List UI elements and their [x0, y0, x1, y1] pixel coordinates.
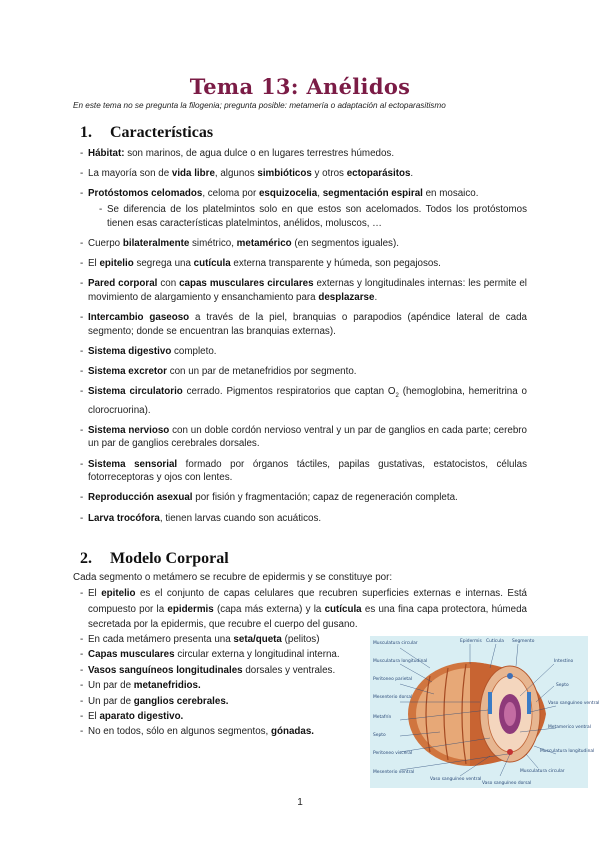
figure-label: Segmento: [512, 639, 535, 644]
figure-label: Metamerico ventral: [548, 725, 591, 730]
figure-label: Musculatura circular: [373, 641, 418, 646]
figure-label: Septo: [373, 733, 386, 738]
figure-label: Epidermis: [460, 639, 482, 644]
figure-label: Musculatura circular: [520, 769, 565, 774]
list-item: - Protóstomos celomados, celoma por esquizocelia, segmentación espiral en mosaico.: [80, 187, 527, 201]
figure-label: Intestino: [554, 659, 574, 664]
figure-label: Cutícula: [486, 639, 504, 644]
list-item: - Un par de metanefridios.: [80, 678, 370, 693]
sub-list-item: - Se diferencia de los platelmintos solo en que estos son acelomados. Todos los protóstomos tienen esas características platelmintos, anélidos, moluscos, …: [80, 203, 527, 230]
figure-label: Musculatura longitudinal: [540, 749, 595, 754]
list-item: - Vasos sanguíneos longitudinales dorsales y ventrales.: [80, 663, 370, 678]
list-item: - No en todos, sólo en algunos segmentos, gónadas.: [80, 724, 370, 739]
list-item: - Pared corporal con capas musculares circulares externas y longitudinales internas: les permite el movimiento de alargamiento y ensanchamiento para desplazarse.: [80, 277, 527, 304]
section-2-intro: Cada segmento o metámero se recubre de epidermis y se constituye por:: [73, 572, 393, 583]
figure-label: Vaso sanguíneo ventral: [430, 777, 482, 782]
list-item: - Sistema sensorial formado por órganos táctiles, papilas gustativas, estatocistos, células fotorreceptoras y ojos con lentes.: [80, 458, 527, 485]
figure-label: Metafrín: [373, 715, 392, 720]
page-number: 1: [297, 797, 303, 808]
figure-label: Septo: [556, 683, 569, 688]
list-item: - Sistema excretor con un par de metanefridios por segmento.: [80, 365, 527, 379]
figure-label: Peritoneo visceral: [373, 751, 413, 756]
list-item: - Un par de ganglios cerebrales.: [80, 694, 370, 709]
list-item: - Hábitat: son marinos, de agua dulce o en lugares terrestres húmedos.: [80, 147, 527, 161]
annelid-segment-figure: [370, 636, 600, 788]
list-item: - Capas musculares circular externa y longitudinal interna.: [80, 647, 370, 662]
figure-label: Mesenterio ventral: [373, 770, 415, 775]
list-item: - Cuerpo bilateralmente simétrico, metamérico (en segmentos iguales).: [80, 237, 527, 251]
characteristics-list: [80, 147, 527, 532]
figure-label: Vaso sanguíneo ventral: [548, 701, 600, 706]
list-item: - En cada metámero presenta una seta/queta (pelitos): [80, 632, 370, 647]
list-item: - El aparato digestivo.: [80, 709, 370, 724]
figure-label: Vaso sanguíneo dorsal: [482, 781, 532, 786]
section-1-heading: 1. Características: [80, 124, 214, 141]
page-subtitle: En este tema no se pregunta la filogenia; pregunta posible: metamería o adaptación al ectoparasitismo: [73, 101, 446, 110]
figure-label: Musculatura longitudinal: [373, 659, 428, 664]
list-item: - El epitelio es el conjunto de capas celulares que recubren superficies externas e internas. Está compuesto por la epidermis (capa más externa) y la cutícula es una fina capa protectora, húmeda secretada por la epidermis, que recubre el cuerpo del gusano.: [80, 586, 527, 633]
list-item: - Intercambio gaseoso a través de la piel, branquias o parapodios (apéndice lateral de cada segmento; donde se encuentran las branquias externas).: [80, 311, 527, 338]
list-item: - Sistema circulatorio cerrado. Pigmentos respiratorios que captan $O_2$ (hemoglobina, hemeritrina o clorocruorina).: [80, 385, 527, 417]
section-2-heading: 2. Modelo Corporal: [80, 550, 229, 567]
list-item: - Sistema nervioso con un doble cordón nervioso ventral y un par de ganglios en cada parte; cerebro un par de ganglios cerebrales dorsales.: [80, 424, 527, 451]
figure-label: Mesenterio dorsal: [373, 695, 413, 700]
list-item: - El epitelio segrega una cutícula externa transparente y húmeda, son pegajosos.: [80, 257, 527, 271]
list-item: - La mayoría son de vida libre, algunos simbióticos y otros ectoparásitos.: [80, 167, 527, 181]
body-model-list: [80, 586, 527, 633]
figure-label: Peritoneo parietal: [373, 677, 413, 682]
annelid-segment-diagram: [370, 636, 600, 788]
body-model-list-continued: [80, 632, 370, 740]
list-item: - Sistema digestivo completo.: [80, 345, 527, 359]
list-item: - Reproducción asexual por fisión y fragmentación; capaz de regeneración completa.: [80, 491, 527, 505]
list-item: - Larva trocófora, tienen larvas cuando son acuáticos.: [80, 512, 527, 526]
page-title: Tema 13: Anélidos: [189, 74, 411, 99]
